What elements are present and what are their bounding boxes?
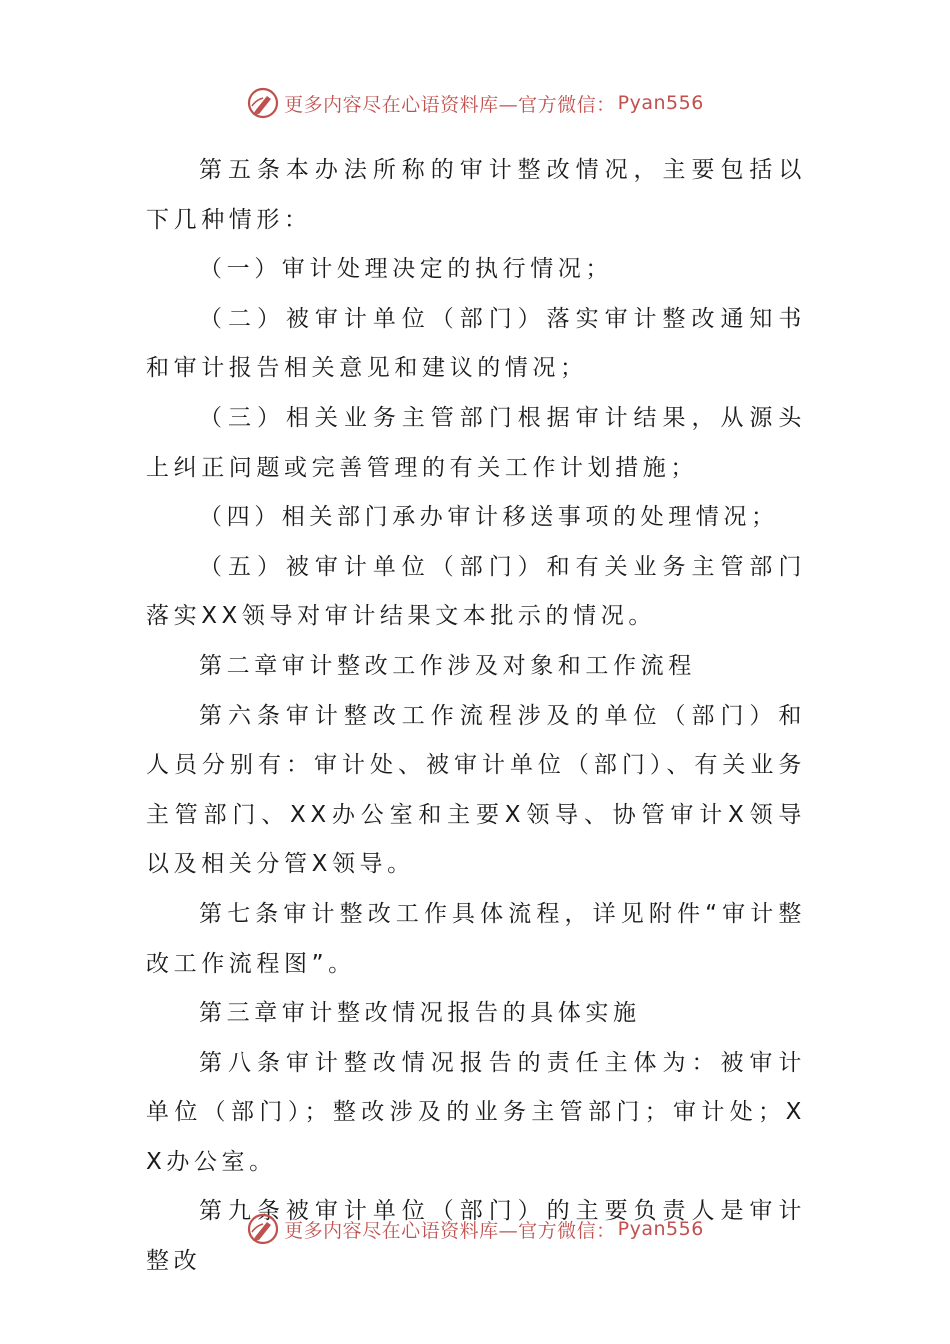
footer-watermark	[0, 1212, 950, 1246]
pen-logo-icon	[246, 1212, 280, 1246]
paragraph: 第八条审计整改情况报告的责任主体为：被审计单位（部门）；整改涉及的业务主管部门；审计处；XX办公室。	[146, 1049, 806, 1175]
paragraph: （二）被审计单位（部门）落实审计整改通知书和审计报告相关意见和建议的情况；	[146, 305, 806, 382]
paragraph: 第五条本办法所称的审计整改情况，主要包括以下几种情形：	[146, 157, 806, 233]
watermark-text: 更多内容尽在心语资料库—官方微信：	[284, 93, 616, 116]
watermark-wechat-id: Pyan556	[617, 92, 704, 114]
paragraph: （三）相关业务主管部门根据审计结果，从源头上纠正问题或完善管理的有关工作计划措施；	[146, 404, 806, 481]
paragraph: （五）被审计单位（部门）和有关业务主管部门落实XX领导对审计结果文本批示的情况。	[146, 553, 806, 630]
paragraph: 第九条被审计单位（部门）的主要负责人是审计整改	[146, 1198, 806, 1275]
header-watermark	[0, 86, 950, 120]
paragraph: 第六条审计整改工作流程涉及的单位（部门）和人员分别有：审计处、被审计单位（部门）、有关业务主管部门、XX办公室和主要X领导、协管审计X领导以及相关分管X领导。	[146, 702, 806, 878]
chapter-heading: 第三章审计整改情况报告的具体实施	[199, 1000, 641, 1027]
chapter-heading: 第二章审计整改工作涉及对象和工作流程	[199, 652, 696, 679]
document-body	[146, 146, 806, 1287]
watermark-text: 更多内容尽在心语资料库—官方微信：	[284, 1219, 616, 1242]
paragraph: （四）相关部门承办审计移送事项的处理情况；	[199, 504, 779, 531]
watermark-wechat-id: Pyan556	[617, 1218, 704, 1240]
pen-logo-icon	[246, 86, 280, 120]
paragraph: 第七条审计整改工作具体流程，详见附件“审计整改工作流程图”。	[146, 900, 806, 977]
paragraph: （一）审计处理决定的执行情况；	[199, 256, 613, 283]
